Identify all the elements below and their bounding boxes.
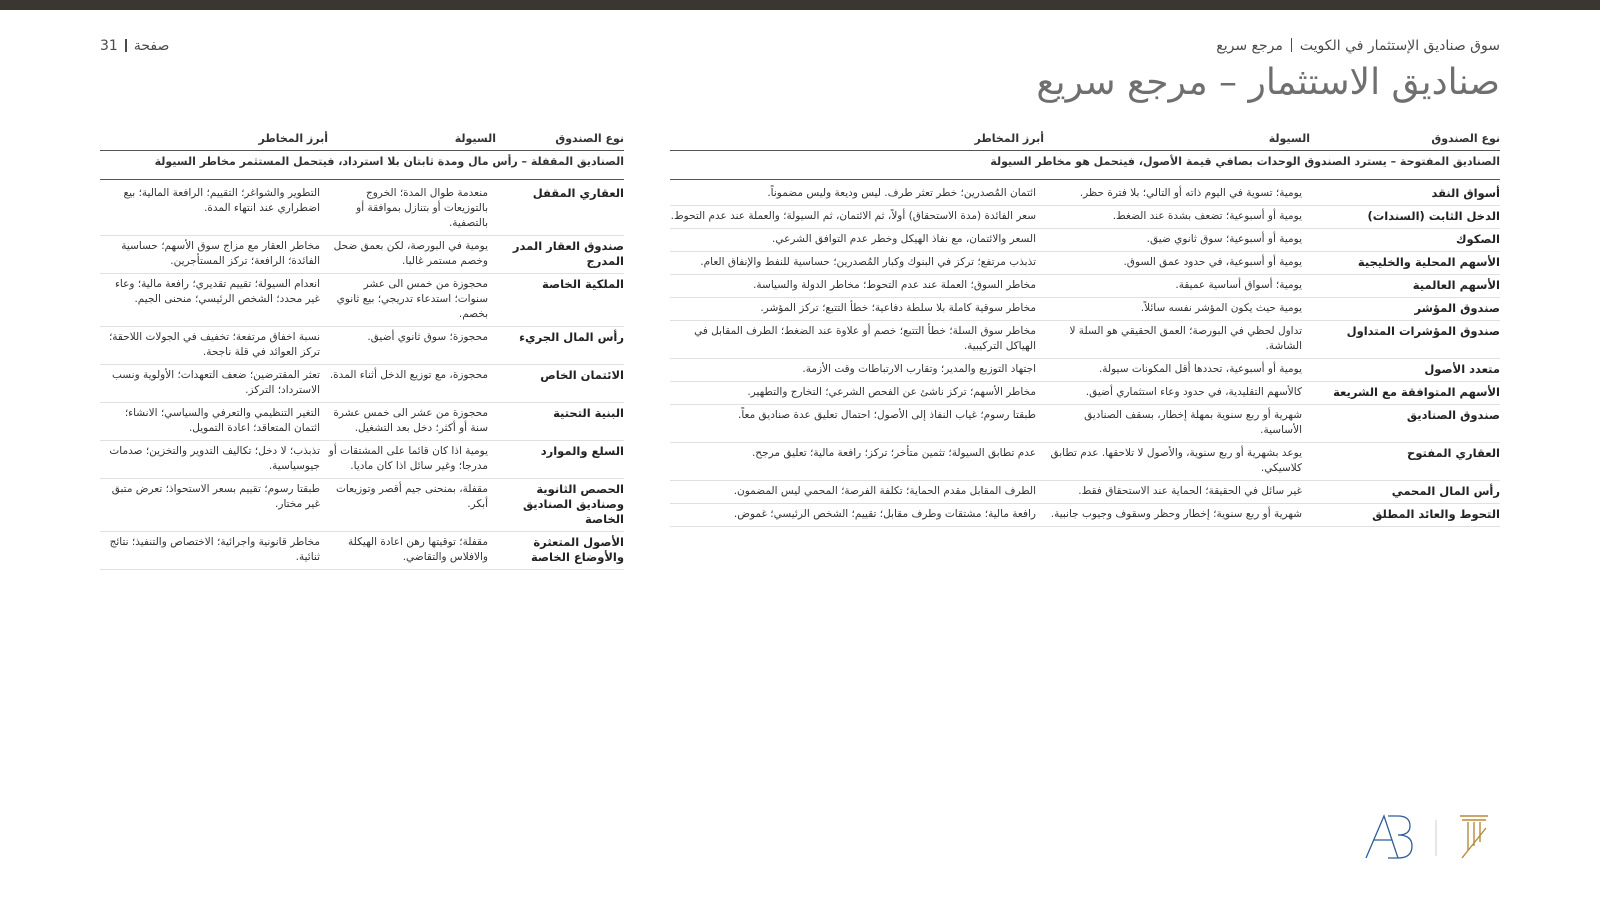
risks-cell: مخاطر العقار مع مزاج سوق الأسهم؛ حساسية الفائدة؛ الرافعة؛ تركز المستأجرين. [100,236,328,274]
page-number-block [100,38,169,54]
page-number: 31 [100,38,118,54]
liquidity-cell: يومية؛ أسواق أساسية عميقة. [1044,275,1310,298]
column-header-risks: أبرز المخاطر [670,130,1044,151]
risks-cell: التطوير والشواغر؛ التقييم؛ الرافعة المالية؛ بيع اضطراري عند انتهاء المدة. [100,180,328,236]
column-header-risks: أبرز المخاطر [100,130,328,151]
table-row [670,382,1500,405]
table-row [670,504,1500,527]
liquidity-cell: مقفلة، بمنحنى جيم أقصر وتوزيعات أبكر. [328,479,496,532]
table-caption-row [670,151,1500,180]
logo-graphic [1364,810,1504,862]
table-row [100,180,624,236]
page-title: صناديق الاستثمار – مرجع سريع [1036,62,1500,103]
fund-type-cell: العقاري المفتوح [1310,443,1500,481]
liquidity-cell: يومية في البورصة، لكن بعمق ضحل وخصم مستمر غالبا. [328,236,496,274]
document-subtitle: مرجع سريع [1216,38,1283,54]
table-row [100,274,624,327]
liquidity-cell: مقفلة؛ توقيتها رهن اعادة الهيكلة والافلاس والتقاضي. [328,532,496,570]
risks-cell: ائتمان المُصدرين؛ خطر تعثر طرف. ليس وديعة وليس مضموناً. [670,180,1044,206]
risks-cell: تذبذب؛ لا دخل؛ تكاليف التدوير والتخزين؛ صدمات جيوسياسية. [100,441,328,479]
liquidity-cell: منعدمة طوال المدة؛ الخروج بالتوزيعات أو بتنازل بموافقة أو بالتصفية. [328,180,496,236]
liquidity-cell: محجوزة من خمس الى عشر سنوات؛ استدعاء تدريجي؛ بيع ثانوي بخصم. [328,274,496,327]
liquidity-cell: يومية اذا كان قائما على المشتقات أو مدرجا؛ وغير سائل اذا كان ماديا. [328,441,496,479]
risks-cell: طبقتا رسوم؛ تقييم بسعر الاستحواذ؛ تعرض متبق غير مختار. [100,479,328,532]
liquidity-cell: محجوزة، مع توزيع الدخل أثناء المدة. [328,365,496,403]
closed-funds-table [100,130,624,570]
risks-cell: اجتهاد التوزيع والمدير؛ وتقارب الارتباطات وقت الأزمة. [670,359,1044,382]
top-bar [0,0,1600,10]
table-row [670,275,1500,298]
fund-type-cell: رأس المال المحمي [1310,481,1500,504]
risks-cell: تذبذب مرتفع؛ تركز في البنوك وكبار المُصدرين؛ حساسية للنفط والإنفاق العام. [670,252,1044,275]
risks-cell: انعدام السيولة؛ تقييم تقديري؛ رافعة مالية؛ وعاء غير محدد؛ الشخص الرئيسي؛ منحنى الجيم. [100,274,328,327]
table-row [100,441,624,479]
column-header-liquidity: السيولة [328,130,496,151]
liquidity-cell: تداول لحظي في البورصة؛ العمق الحقيقي هو السلة لا الشاشة. [1044,321,1310,359]
table-row [100,236,624,274]
table-row [100,327,624,365]
column-header-type: نوع الصندوق [496,130,624,151]
brand-logo [1364,810,1504,862]
risks-cell: التغير التنظيمي والتعرفي والسياسي؛ الانشاء؛ ائتمان المتعاقد؛ اعادة التمويل. [100,403,328,441]
risks-cell: سعر الفائدة (مدة الاستحقاق) أولاً، ثم الائتمان، ثم السيولة؛ والعملة عند عدم التحوط. [670,206,1044,229]
risks-cell: رافعة مالية؛ مشتقات وطرف مقابل؛ تقييم؛ الشخص الرئيسي؛ غموض. [670,504,1044,527]
fund-type-cell: الحصص الثانوية وصناديق الصناديق الخاصة [496,479,624,532]
fund-type-cell: أسواق النقد [1310,180,1500,206]
fund-type-cell: صندوق الصناديق [1310,405,1500,443]
page-number-divider [125,39,127,52]
risks-cell: مخاطر الأسهم؛ تركز ناشئ عن الفحص الشرعي؛ التخارج والتطهير. [670,382,1044,405]
fund-type-cell: السلع والموارد [496,441,624,479]
table-header-row [670,130,1500,151]
column-header-type: نوع الصندوق [1310,130,1500,151]
fund-type-cell: الدخل الثابت (السندات) [1310,206,1500,229]
fund-type-cell: التحوط والعائد المطلق [1310,504,1500,527]
column-header-liquidity: السيولة [1044,130,1310,151]
risks-cell: طبقتا رسوم؛ غياب النفاذ إلى الأصول؛ احتمال تعليق عدة صناديق معاً. [670,405,1044,443]
table-row [670,481,1500,504]
table-row [670,252,1500,275]
risks-cell: نسبة اخفاق مرتفعة؛ تخفيف في الجولات اللاحقة؛ تركز العوائد في قلة ناجحة. [100,327,328,365]
fund-type-cell: الأسهم المحلية والخليجية [1310,252,1500,275]
page-label: صفحة [133,38,170,54]
fund-type-cell: صندوق المؤشرات المتداول [1310,321,1500,359]
table-row [670,180,1500,206]
risks-cell: الطرف المقابل مقدم الحماية؛ تكلفة الفرصة؛ المحمي ليس المضمون. [670,481,1044,504]
fund-type-cell: الصكوك [1310,229,1500,252]
table-caption-row [100,151,624,180]
liquidity-cell: كالأسهم التقليدية، في حدود وعاء استثماري أضيق. [1044,382,1310,405]
running-header [1216,38,1500,54]
fund-type-cell: الأسهم العالمية [1310,275,1500,298]
column-emblem-icon [1460,816,1488,858]
table-row [100,365,624,403]
table-row [670,229,1500,252]
table-row [670,206,1500,229]
fund-type-cell: الأسهم المتوافقة مع الشريعة [1310,382,1500,405]
table-row [670,359,1500,382]
risks-cell: مخاطر سوقية كاملة بلا سلطة دفاعية؛ خطأ التتبع؛ تركز المؤشر. [670,298,1044,321]
risks-cell: مخاطر قانونية واجرائية؛ الاختصاص والتنفيذ؛ نتائج ثنائية. [100,532,328,570]
document-title: سوق صناديق الإستثمار في الكويت [1299,38,1500,54]
liquidity-cell: يومية أو أسبوعية، في حدود عمق السوق. [1044,252,1310,275]
fund-type-cell: العقاري المقفل [496,180,624,236]
table-row [100,532,624,570]
fund-type-cell: البنية التحتية [496,403,624,441]
liquidity-cell: محجوزة من عشر الى خمس عشرة سنة أو أكثر؛ دخل بعد التشغيل. [328,403,496,441]
fund-type-cell: الملكية الخاصة [496,274,624,327]
open-funds-table [670,130,1500,527]
liquidity-cell: يومية أو أسبوعية؛ تضعف بشدة عند الضغط. [1044,206,1310,229]
liquidity-cell: شهرية أو ربع سنوية بمهلة إخطار، بسقف الصناديق الأساسية. [1044,405,1310,443]
fund-type-cell: متعدد الأصول [1310,359,1500,382]
fund-type-cell: الائتمان الخاص [496,365,624,403]
liquidity-cell: يوعد بشهرية أو ربع سنوية، والأصول لا تلاحقها. عدم تطابق كلاسيكي. [1044,443,1310,481]
liquidity-cell: يومية؛ تسوية في اليوم ذاته أو التالي؛ بلا فترة حظر. [1044,180,1310,206]
risks-cell: السعر والائتمان، مع نفاذ الهيكل وخطر عدم التوافق الشرعي. [670,229,1044,252]
table-header-row [100,130,624,151]
liquidity-cell: يومية أو أسبوعية؛ سوق ثانوي ضيق. [1044,229,1310,252]
header-divider [1291,38,1292,52]
table-row [670,298,1500,321]
fund-type-cell: صندوق المؤشر [1310,298,1500,321]
table-row [670,405,1500,443]
liquidity-cell: شهرية أو ربع سنوية؛ إخطار وحظر وسقوف وجيوب جانبية. [1044,504,1310,527]
liquidity-cell: يومية أو أسبوعية، تحددها أقل المكونات سيولة. [1044,359,1310,382]
risks-cell: مخاطر سوق السلة؛ خطأ التتبع؛ خصم أو علاوة عند الضغط؛ الطرف المقابل في الهياكل التركيبية. [670,321,1044,359]
fund-type-cell: رأس المال الجريء [496,327,624,365]
fund-type-cell: الأصول المتعثرة والأوضاع الخاصة [496,532,624,570]
fund-type-cell: صندوق العقار المدر المدرج [496,236,624,274]
ab-monogram-icon [1366,816,1412,858]
risks-cell: تعثر المقترضين؛ ضعف التعهدات؛ الأولوية ونسب الاسترداد؛ التركز. [100,365,328,403]
liquidity-cell: محجوزة؛ سوق ثانوي أضيق. [328,327,496,365]
table-row [670,321,1500,359]
liquidity-cell: يومية حيث يكون المؤشر نفسه سائلاً. [1044,298,1310,321]
table-row [670,443,1500,481]
table-row [100,403,624,441]
open-funds-caption: الصناديق المفتوحة – يسترد الصندوق الوحدات بصافي قيمة الأصول، فيتحمل هو مخاطر السيولة [670,151,1500,180]
risks-cell: مخاطر السوق؛ العملة عند عدم التحوط؛ مخاطر الدولة والسياسة. [670,275,1044,298]
risks-cell: عدم تطابق السيولة؛ تثمين متأخر؛ تركز؛ رافعة مالية؛ تعليق مرجح. [670,443,1044,481]
liquidity-cell: غير سائل في الحقيقة؛ الحماية عند الاستحقاق فقط. [1044,481,1310,504]
closed-funds-caption: الصناديق المقفلة – رأس مال ومدة ثابتان بلا استرداد، فيتحمل المستثمر مخاطر السيولة [100,151,624,180]
table-row [100,479,624,532]
